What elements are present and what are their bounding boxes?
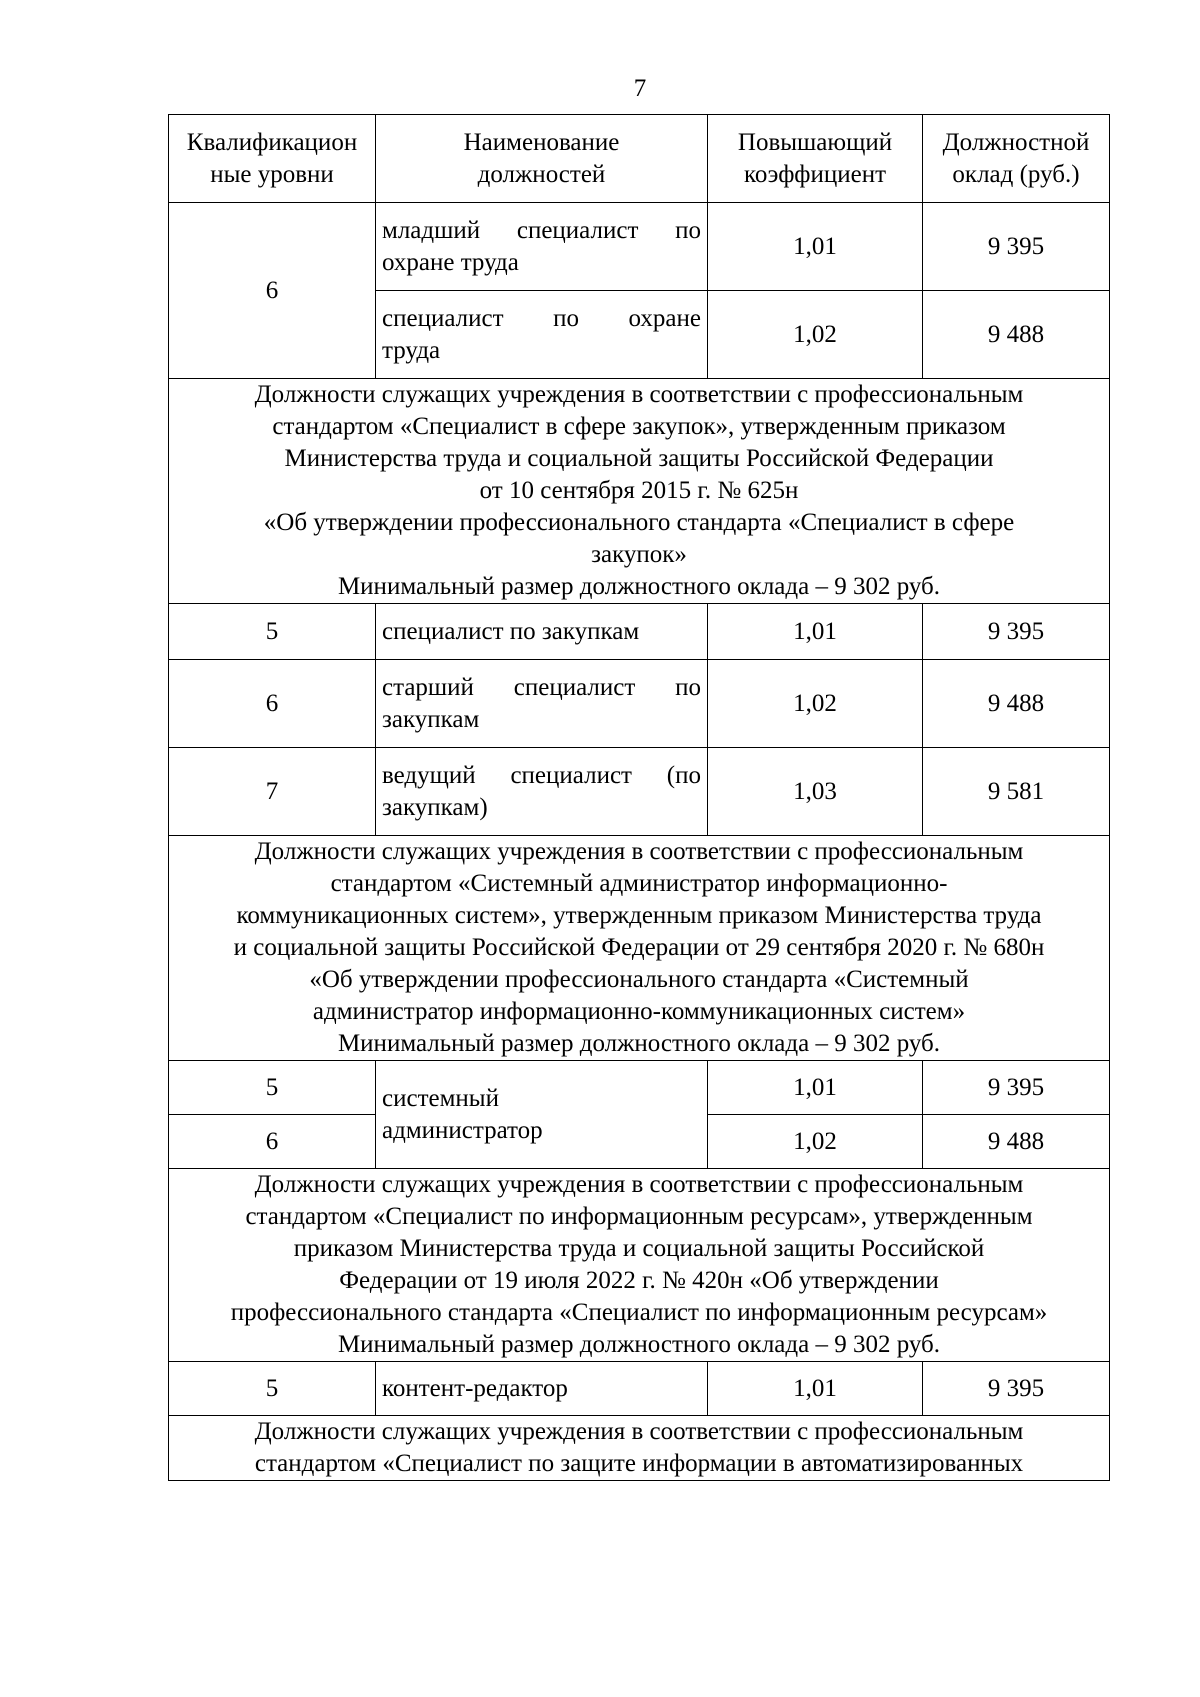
- section-line: Министерства труда и социальной защиты Российской Федерации: [284, 445, 994, 472]
- section-line: «Об утверждении профессионального стандарта «Системный: [309, 966, 969, 993]
- position-name-line1: ведущий специалист (по: [382, 761, 701, 789]
- position-name: [376, 660, 708, 748]
- section-line: от 10 сентября 2015 г. № 625н: [479, 477, 799, 504]
- header-position-names: [376, 115, 708, 203]
- position-name-line1: специалист по охране: [382, 304, 701, 332]
- table-header-row: [169, 115, 1110, 203]
- position-name-line2: охране труда: [382, 248, 519, 276]
- section-line: стандартом «Специалист по информационным ресурсам», утвержденным: [245, 1203, 1033, 1230]
- section-sysadmin-text: [169, 836, 1110, 1061]
- table-row: [169, 1362, 1110, 1416]
- section-info-resources-text: [169, 1169, 1110, 1362]
- section-line: закупок»: [591, 541, 687, 568]
- section-line: Федерации от 19 июля 2022 г. № 420н «Об утверждении: [339, 1267, 939, 1294]
- qualification-level: 6: [169, 1115, 376, 1169]
- table-row: [169, 748, 1110, 836]
- table-row: [169, 604, 1110, 660]
- table-row: [169, 203, 1110, 291]
- section-line: стандартом «Специалист в сфере закупок», утвержденным приказом: [272, 413, 1006, 440]
- coefficient: 1,01: [708, 1061, 923, 1115]
- salary: 9 581: [923, 748, 1110, 836]
- salary: 9 395: [923, 1061, 1110, 1115]
- table-row: [169, 660, 1110, 748]
- section-line: приказом Министерства труда и социальной защиты Российской: [293, 1235, 985, 1262]
- salary: 9 488: [923, 660, 1110, 748]
- section-heading-row: [169, 379, 1110, 604]
- position-name: [376, 748, 708, 836]
- coefficient: 1,02: [708, 291, 923, 379]
- header-col4-line1: Должностной: [942, 128, 1090, 156]
- position-name-line1: младший специалист по: [382, 216, 701, 244]
- table-row: [169, 1061, 1110, 1115]
- section-line: и социальной защиты Российской Федерации от 29 сентября 2020 г. № 680н: [233, 934, 1045, 961]
- section-line: Минимальный размер должностного оклада – 9 302 руб.: [337, 1331, 941, 1358]
- position-name-line2: администратор: [382, 1116, 543, 1144]
- header-salary: [923, 115, 1110, 203]
- header-col1-line1: Квалификацион: [186, 128, 358, 156]
- position-name: контент-редактор: [376, 1362, 708, 1416]
- header-col2-line2: должностей: [477, 160, 606, 188]
- section-line: «Об утверждении профессионального стандарта «Специалист в сфере: [263, 509, 1015, 536]
- qualification-level: 5: [169, 604, 376, 660]
- section-heading-row: [169, 836, 1110, 1061]
- section-procurement-text: [169, 379, 1110, 604]
- salary-table: [168, 114, 1110, 1481]
- position-name-line1: старший специалист по: [382, 673, 701, 701]
- salary: 9 395: [923, 203, 1110, 291]
- section-heading-row: [169, 1169, 1110, 1362]
- header-col2-line1: Наименование: [463, 128, 620, 156]
- position-name: [376, 291, 708, 379]
- section-line: профессионального стандарта «Специалист по информационным ресурсам»: [230, 1299, 1048, 1326]
- section-heading-row: [169, 1416, 1110, 1481]
- header-qualification-levels: [169, 115, 376, 203]
- header-col1-line2: ные уровни: [210, 160, 334, 188]
- position-name-line1: системный: [382, 1084, 499, 1112]
- qualification-level: 5: [169, 1061, 376, 1115]
- qualification-level: 5: [169, 1362, 376, 1416]
- section-line: администратор информационно-коммуникационных систем»: [312, 998, 966, 1025]
- position-name: специалист по закупкам: [376, 604, 708, 660]
- section-line: Должности служащих учреждения в соответствии с профессиональным: [254, 1171, 1024, 1198]
- header-coefficient: [708, 115, 923, 203]
- header-col4-line2: оклад (руб.): [952, 160, 1080, 188]
- position-name: [376, 1061, 708, 1169]
- section-line: Минимальный размер должностного оклада – 9 302 руб.: [337, 1030, 941, 1057]
- section-line: Минимальный размер должностного оклада – 9 302 руб.: [337, 573, 941, 600]
- qualification-level: 7: [169, 748, 376, 836]
- coefficient: 1,02: [708, 1115, 923, 1169]
- coefficient: 1,01: [708, 1362, 923, 1416]
- section-line: Должности служащих учреждения в соответствии с профессиональным: [254, 381, 1024, 408]
- section-line: Должности служащих учреждения в соответствии с профессиональным: [254, 1418, 1024, 1445]
- section-line: коммуникационных систем», утвержденным приказом Министерства труда: [236, 902, 1042, 929]
- position-name-line2: закупкам): [382, 793, 488, 821]
- position-name-line2: труда: [382, 336, 441, 364]
- section-line: стандартом «Системный администратор информационно-: [330, 870, 948, 897]
- header-col3-line1: Повышающий: [737, 128, 893, 156]
- section-info-security-text: [169, 1416, 1110, 1481]
- salary: 9 395: [923, 604, 1110, 660]
- qualification-level: 6: [169, 660, 376, 748]
- position-name: [376, 203, 708, 291]
- salary: 9 488: [923, 1115, 1110, 1169]
- salary: 9 488: [923, 291, 1110, 379]
- salary: 9 395: [923, 1362, 1110, 1416]
- page-number: 7: [633, 75, 647, 102]
- coefficient: 1,03: [708, 748, 923, 836]
- section-line: Должности служащих учреждения в соответствии с профессиональным: [254, 838, 1024, 865]
- header-col3-line2: коэффициент: [743, 160, 887, 188]
- coefficient: 1,01: [708, 604, 923, 660]
- position-name-line2: закупкам: [382, 705, 480, 733]
- coefficient: 1,02: [708, 660, 923, 748]
- coefficient: 1,01: [708, 203, 923, 291]
- section-line: стандартом «Специалист по защите информации в автоматизированных: [254, 1450, 1024, 1477]
- qualification-level: 6: [169, 203, 376, 379]
